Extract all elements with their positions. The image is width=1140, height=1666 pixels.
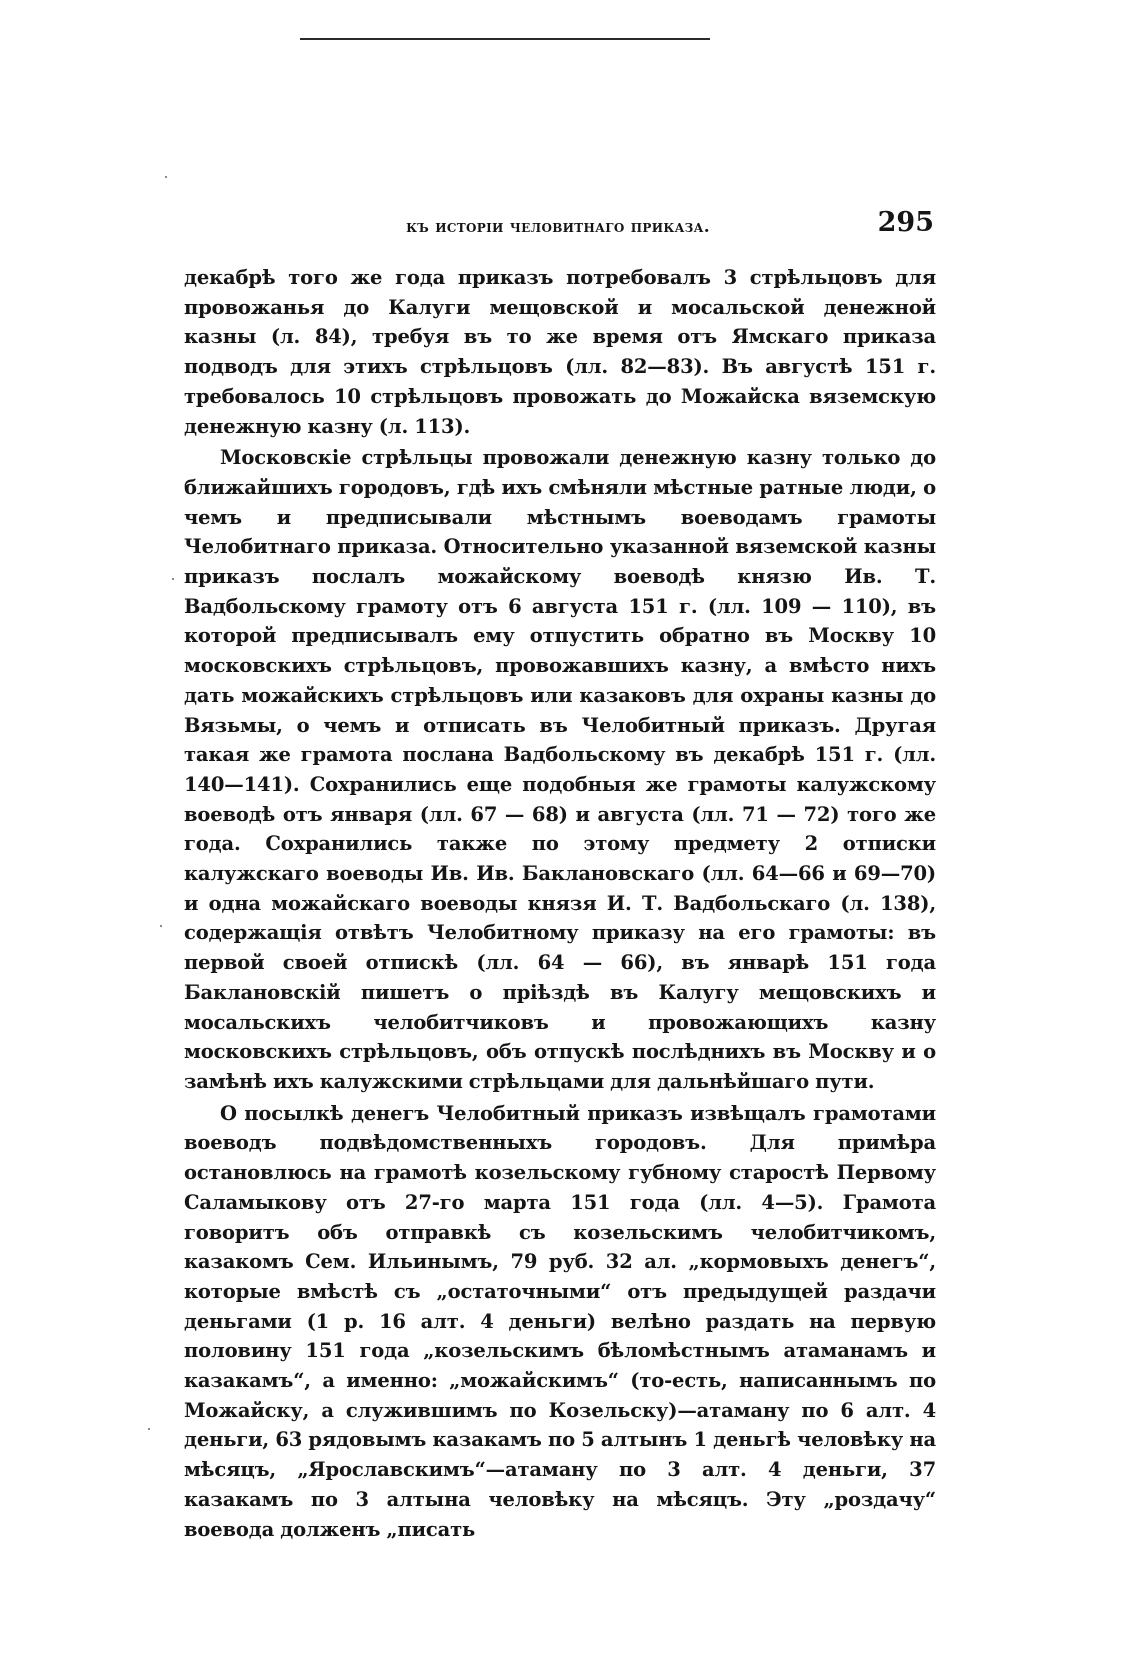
running-head: къ исторіи человитнаго приказа. <box>406 217 710 237</box>
scan-speck <box>165 176 167 178</box>
paragraph: Московскіе стрѣльцы провожали денежную казну только до ближайшихъ городовъ, гдѣ ихъ смѣняли мѣстные ратные люди, о чемъ и предписывали мѣстнымъ воеводамъ грамоты Челобитнаго приказа. Относительно указанной вяземской казны приказъ послалъ можайскому воеводѣ князю Ив. Т. Вадбольскому грамоту отъ 6 августа 151 г. (лл. 109 — 110), въ которой предписывалъ ему отпустить обратно въ Москву 10 московскихъ стрѣльцовъ, провожавшихъ казну, а вмѣсто нихъ дать можайскихъ стрѣльцовъ или казаковъ для охраны казны до Вязьмы, о чемъ и отписать въ Челобитный приказъ. Другая такая же грамота послана Вадбольскому въ декабрѣ 151 г. (лл. 140—141). Сохранились еще подобныя же грамоты калужскому воеводѣ отъ января (лл. 67 — 68) и августа (лл. 71 — 72) того же года. Сохранились также по этому предмету 2 отписки калужскаго воеводы Ив. Ив. Баклановскаго (лл. 64—66 и 69—70) и одна можайскаго воеводы князя И. Т. Вадбольскаго (л. 138), содержащія отвѣтъ Челобитному приказу на его грамоты: въ первой своей отпискѣ (лл. 64 — 66), въ январѣ 151 года Баклановскій пишетъ о пріѣздѣ въ Калугу мещовскихъ и мосальскихъ челобитчиковъ и провожающихъ казну московскихъ стрѣльцовъ, объ отпускѣ послѣднихъ въ Москву и о замѣнѣ ихъ калужскими стрѣльцами для дальнѣйшаго пути. <box>184 446 936 1093</box>
scan-speck <box>160 925 162 927</box>
paragraph: О посылкѣ денегъ Челобитный приказъ извѣщалъ грамотами воеводъ подвѣдомственныхъ городовъ. Для примѣра остановлюсь на грамотѣ козельскому губному старостѣ Первому Саламыкову отъ 27-го марта 151 года (лл. 4—5). Грамота говоритъ объ отправкѣ съ козельскимъ челобитчикомъ, казакомъ Сем. Ильинымъ, 79 руб. 32 ал. „кормовыхъ денегъ“, которые вмѣстѣ съ „остаточными“ отъ предыдущей раздачи деньгами (1 р. 16 алт. 4 деньги) велѣно раздать на первую половину 151 года „козельскимъ бѣломѣстнымъ атаманамъ и казакамъ“, а именно: „можайскимъ“ (то-есть, написаннымъ по Можайску, а служившимъ по Козельску)—атаману по 6 алт. 4 деньги, 63 рядовымъ казакамъ по 5 алтынъ 1 деньгѣ человѣку на мѣсяцъ, „Ярославскимъ“—атаману по 3 алт. 4 деньги, 37 казакамъ по 3 алтына человѣку на мѣсяцъ. Эту „роздачу“ воевода долженъ „писать <box>184 1101 936 1541</box>
top-rule <box>300 38 710 40</box>
paragraph: декабрѣ того же года приказъ потребовалъ 3 стрѣльцовъ для провожанья до Калуги мещовской и мосальской денежной казны (л. 84), требуя въ то же время отъ Ямскаго приказа подводъ для этихъ стрѣльцовъ (лл. 82—83). Въ августѣ 151 г. требовалось 10 стрѣльцовъ провожать до Можайска вяземскую денежную казну (л. 113). <box>184 266 936 438</box>
scan-speck <box>148 1428 150 1430</box>
page-header <box>182 207 934 243</box>
body-text <box>184 263 936 1544</box>
page-number: 295 <box>877 207 934 238</box>
scan-speck <box>172 578 174 580</box>
